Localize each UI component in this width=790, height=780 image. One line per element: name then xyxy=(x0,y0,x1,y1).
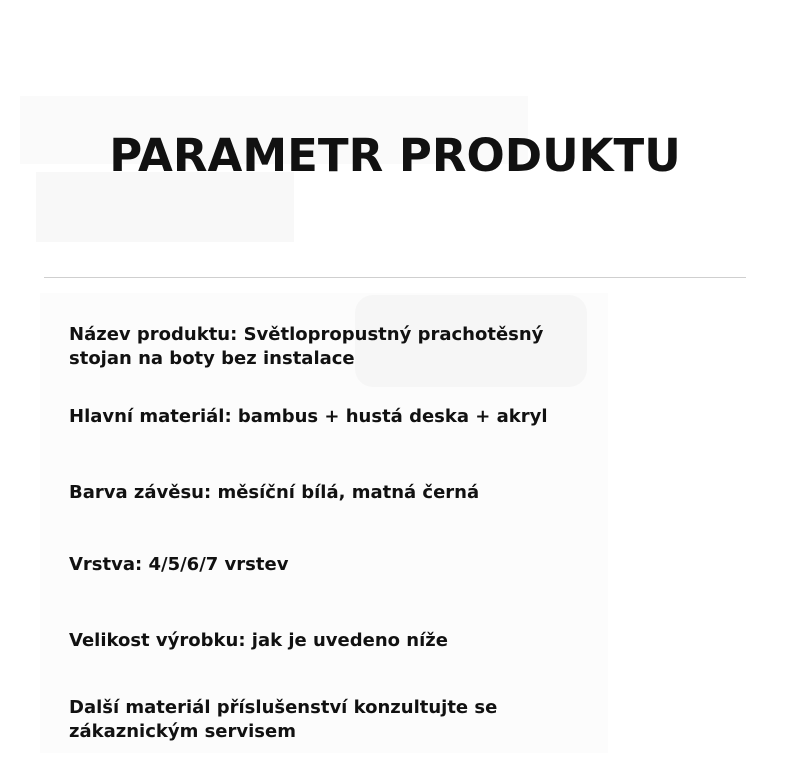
page-title: PARAMETR PRODUKTU xyxy=(109,129,681,182)
param-product-name: Název produktu: Světlopropustný prachotěsný stojan na boty bez instalace xyxy=(69,324,544,369)
param-main-material: Hlavní materiál: bambus + hustá deska + akryl xyxy=(69,406,548,427)
param-size: Velikost výrobku: jak je uvedeno níže xyxy=(69,630,448,651)
param-color: Barva závěsu: měsíční bílá, matná černá xyxy=(69,482,480,503)
param-layers: Vrstva: 4/5/6/7 vrstev xyxy=(69,554,289,575)
divider xyxy=(44,277,746,278)
param-accessories: Další materiál příslušenství konzultujte se zákaznickým servisem xyxy=(69,697,498,742)
